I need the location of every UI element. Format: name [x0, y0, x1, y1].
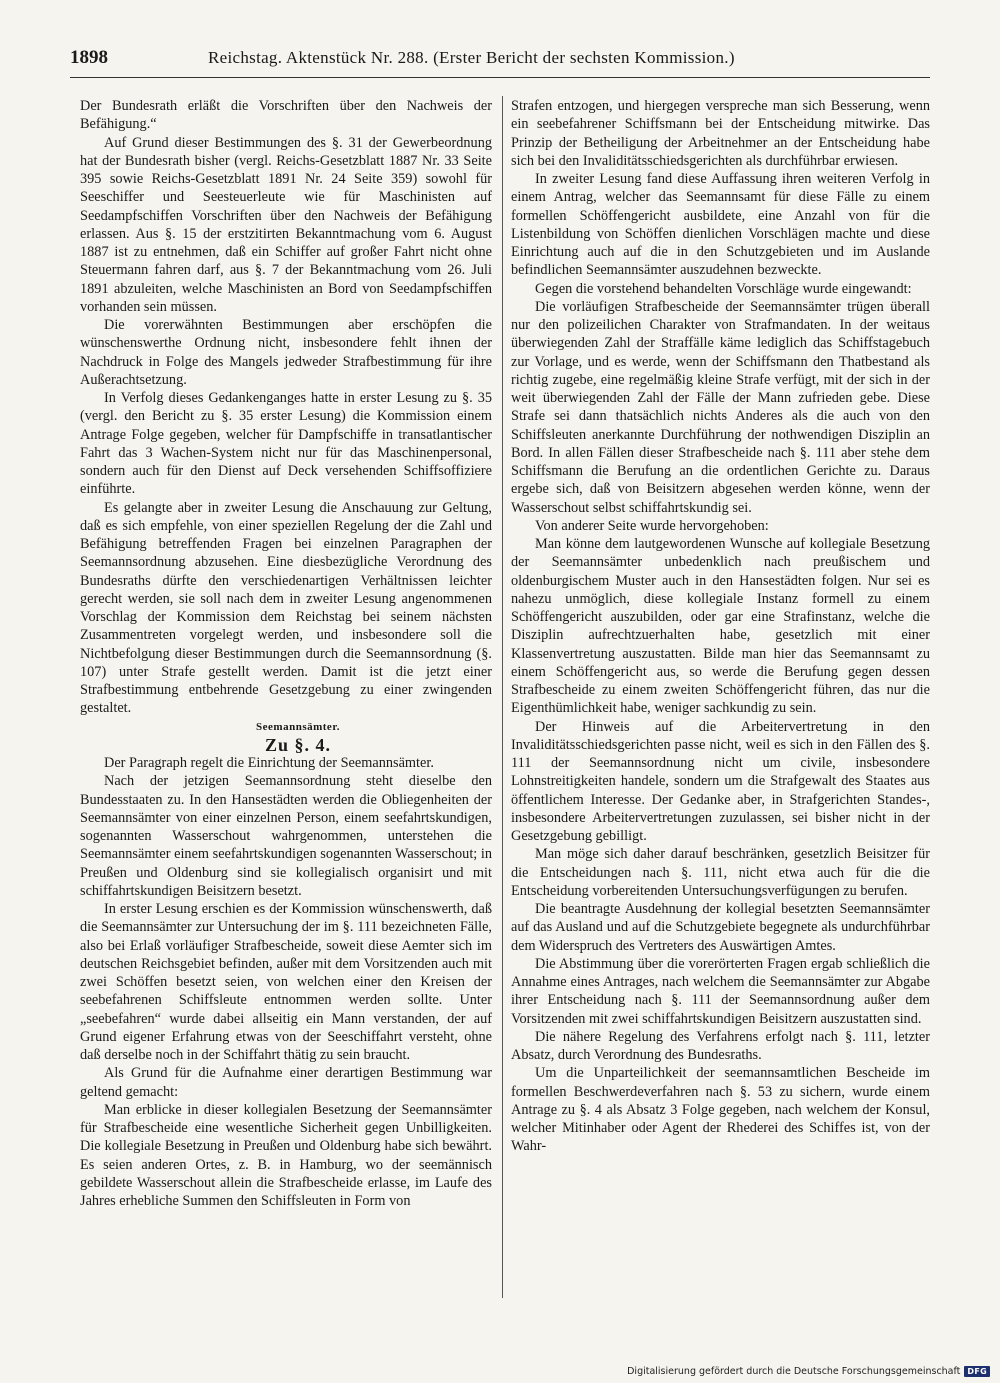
- page-header: [70, 45, 930, 78]
- paragraph: In erster Lesung erschien es der Kommission wünschenswerth, daß die Seemannsämter zur Untersuchung der im §. 111 bezeichneten Fälle, also bei Erlaß vorläufiger Strafbescheide, soweit diese Aemter sich im deutschen Reichsgebiet befinden, außer mit dem Vorsitzenden auch mit zwei Schöffen besetzt seien, von welchen einer den Kreisen der seebefahrenen Schiffsleute entnommen werden sollte. Unter „seebefahren“ wurde dabei allseitig ein Mann verstanden, der auf Grund eigener Erfahrung etwas von der Seeschiffahrt versteht, ohne daß derselbe noch in der Schiffahrt thätig zu sein braucht.: [80, 901, 492, 1063]
- paragraph: Der Paragraph regelt die Einrichtung der Seemannsämter.: [104, 755, 434, 771]
- paragraph: Strafen entzogen, und hiergegen verspreche man sich Besserung, wenn ein seebefahrener Schiffsmann bei der Entscheidung mitwirke. Das Prinzip der Betheiligung der Arbeitnehmer an der Entscheidung habe sich bei den Invaliditätsschiedsgerichten als durchführbar erwiesen.: [511, 98, 930, 169]
- dfg-logo: DFG: [964, 1366, 990, 1377]
- paragraph: In zweiter Lesung fand diese Auffassung ihren weiteren Verfolg in einem Antrag, welcher das Seemannsamt für diese Fälle zu einem formellen Schöffengericht ausbildete, eine Anzahl von für die Listenbildung von Schöffen dienlichen Vorschlägen machte und diese Einrichtung auch auf die in den Schutzgebieten und im Auslande befindlichen Seemannsämter auszudehnen bezweckte.: [511, 171, 930, 279]
- paragraph: Gegen die vorstehend behandelten Vorschläge wurde eingewandt:: [535, 280, 912, 297]
- right-column: [511, 97, 930, 1156]
- paragraph: Man erblicke in dieser kollegialen Besetzung der Seemannsämter für Strafbescheide eine wesentliche Sicherheit gegen Unbilligkeiten. Die kollegiale Besetzung in Preußen und Oldenburg habe sich bewährt. Es seien anderen Ortes, z. B. in Hamburg, wo der seemännisch gebildete Wasserschout allein die Strafbescheide erlasse, im Laufe des Jahres erhebliche Summen den Schiffsleuten in Form von: [80, 1101, 492, 1209]
- footer-credit: [627, 1366, 990, 1377]
- paragraph: Nach der jetzigen Seemannsordnung steht dieselbe den Bundesstaaten zu. In den Hansestädten werden die Obliegenheiten der Seemannsämter von einer einzelnen Person, einem seefahrtskundigen, sogenannten Wasserschout wahrgenommen, unterstehen die Seemannsämter einem seefahrtskundigen sogenannten Wasserschout; in Preußen und Oldenburg sind sie kollegialisch organisirt und mit schiffahrtskundigen Beisitzern besetzt.: [80, 773, 492, 899]
- running-title: Reichstag. Aktenstück Nr. 288. (Erster Bericht der sechsten Kommission.): [208, 48, 735, 67]
- paragraph: Die beantragte Ausdehnung der kollegial besetzten Seemannsämter auf das Ausland und auf die Schutzgebiete begegnete als undurchführbar dem Widerspruch des Vertreters des Auswärtigen Amtes.: [511, 901, 930, 954]
- paragraph: Die vorläufigen Strafbescheide der Seemannsämter trügen überall nur den polizeilichen Charakter von Strafmandaten. In der weitaus überwiegenden Zahl der Straffälle käme lediglich das Schiffstagebuch zur Vorlage, und es werde, wenn der Schiffsmann den Thatbestand als richtig zugebe, eine regelmäßig kleine Strafe verfügt, mit der sich in der weit überwiegenden Zahl der Fälle der Mann zufrieden gebe. Diese Strafe sei dann thatsächlich nichts Anderes als die auch von den Schiffsleuten anerkannte Durchführung der nothwendigen Disziplin an Bord. In allen Fällen dieser Strafbescheide nach §. 111 aber stehe dem Schiffsmann die Berufung an die ordentlichen Gerichte zu. Daraus ergebe sich, daß von Beisitzern abgesehen werden könne, wenn der Wasserschout selbst schiffahrtskundig sei.: [511, 298, 930, 516]
- paragraph: Als Grund für die Aufnahme einer derartigen Bestimmung war geltend gemacht:: [80, 1065, 492, 1100]
- paragraph: Der Bundesrath erläßt die Vorschriften über den Nachweis der Befähigung.“: [80, 98, 492, 133]
- paragraph: Die nähere Regelung des Verfahrens erfolgt nach §. 111, letzter Absatz, durch Verordnung des Bundesraths.: [511, 1028, 930, 1063]
- paragraph: Um die Unparteilichkeit der seemannsamtlichen Bescheide im formellen Beschwerdeverfahren nach §. 53 zu sichern, wurde einem Antrage zu §. 4 als Absatz 3 Folge gegeben, nach welchem der Konsul, welcher Mitinhaber oder Agent der Rhederei des Schiffes ist, von der Wahr-: [511, 1065, 930, 1155]
- paragraph: Es gelangte aber in zweiter Lesung die Anschauung zur Geltung, daß es sich empfehle, von einer speziellen Regelung der die Zahl und Befähigung betreffenden Fragen bei einzelnen Paragraphen der Seemannsordnung abzusehen. Eine diesbezügliche Verordnung des Bundesraths dürfte den verschiedenartigen Verhältnissen leichter gerecht werden, sie soll nach dem in zweiter Lesung angenommenen Vorschlag der Kommission dem Reichstag bei seinem nächsten Zusammentreten vorgelegt werden, und insbesondere soll die Nichtbefolgung dieser Bestimmungen durch die Seemannsordnung (§. 107) unter Strafe gestellt werden. Damit ist die jetzt einer Strafbestimmung entbehrende Gesetzgebung zu einer zwingenden gestaltet.: [80, 499, 492, 717]
- page-number: 1898: [70, 47, 108, 68]
- paragraph: Man könne dem lautgewordenen Wunsche auf kollegiale Besetzung der Seemannsämter unbedenklich nach preußischem und oldenburgischem Muster auch in den Hansestädten folgen. Nur sei es nahezu unmöglich, diese kollegiale Instanz formell zu einem Schöffengericht auszubilden, oder gar eine Strafinstanz, welche die Disziplin aufrechtzuerhalten habe, gesetzlich mit einer Klassenvertretung auszustatten. Bilde man hier das Seemannsamt zu einem Schöffengericht aus, so werde die Berufung gegen dessen Strafbescheide zu einem zweiten Schöffengericht führen, das nur die Eigenthümlichkeit habe, weniger sachkundig zu sein.: [511, 536, 930, 717]
- paragraph: Man möge sich daher darauf beschränken, gesetzlich Beisitzer für die Entscheidungen nach §. 111, nicht etwa auch für die die Entscheidung vorbereitenden Untersuchungsverfügungen zu berufen.: [511, 846, 930, 899]
- paragraph: Von anderer Seite wurde hervorgehoben:: [535, 517, 769, 534]
- paragraph: Die Abstimmung über die vorerörterten Fragen ergab schließlich die Annahme eines Antrages, nach welchem die Seemannsämter zur Abgabe ihrer Entscheidung nach §. 111 der Seemannsordnung außer dem Vorsitzenden mit zwei schiffahrtskundigen Beisitzern auszustatten sind.: [511, 955, 930, 1027]
- column-divider: [502, 96, 503, 1298]
- left-column: [80, 97, 492, 1210]
- paragraph: Der Hinweis auf die Arbeitervertretung in den Invaliditätsschiedsgerichten passe nicht, weil es sich in den Fällen des §. 111 der Seemannsordnung nicht um civile, insbesondere Lohnstreitigkeiten handele, sondern um die Strafgewalt des Staates aus öffentlichem Interesse. Der Gedanke aber, in Strafgerichten Standes-, insbesondere Arbeitervertretungen zuzulassen, sei bisher nicht in der Gesetzgebung gebilligt.: [511, 718, 930, 844]
- section-heading: Zu §. 4.: [264, 734, 332, 755]
- paragraph: Die vorerwähnten Bestimmungen aber erschöpfen die wünschenswerthe Ordnung nicht, insbesondere fehlt ihnen der Nachdruck in Folge des Mangels jedweder Strafbestimmung für ihre Außerachtsetzung.: [80, 317, 492, 388]
- section-heading-small: Seemannsämter.: [256, 720, 340, 733]
- paragraph: In Verfolg dieses Gedankenganges hatte in erster Lesung zu §. 35 (vergl. den Bericht zu §. 35 erster Lesung) die Kommission einem Antrage Folge gegeben, welcher für Dampfschiffe in transatlantischer Fahrt das 3 Wachen-System nicht nur für das Maschinenpersonal, sondern auch für den Dienst auf Deck versehenden Schiffsoffiziere einführte.: [80, 390, 492, 498]
- paragraph: Auf Grund dieser Bestimmungen des §. 31 der Gewerbeordnung hat der Bundesrath bisher (vergl. Reichs-Gesetzblatt 1887 Nr. 33 Seite 395 sowie Reichs-Gesetzblatt 1891 Nr. 24 Seite 359) sowohl für Seeschiffer und Seesteuerleute wie für Maschinisten auf Seedampfschiffen Vorschriften über den Nachweis der Befähigung erlassen. Aus §. 15 der erstzitirten Bekanntmachung vom 6. August 1887 ist zu entnehmen, daß ein Schiffer auf großer Fahrt nicht ohne Steuermann fahren darf, aus §. 7 der Bekanntmachung vom 26. Juli 1891 abzuleiten, welche Maschinisten an Bord von Seedampfschiffen vorhanden sein müssen.: [80, 134, 492, 315]
- footer-text: Digitalisierung gefördert durch die Deutsche Forschungsgemeinschaft: [627, 1366, 961, 1377]
